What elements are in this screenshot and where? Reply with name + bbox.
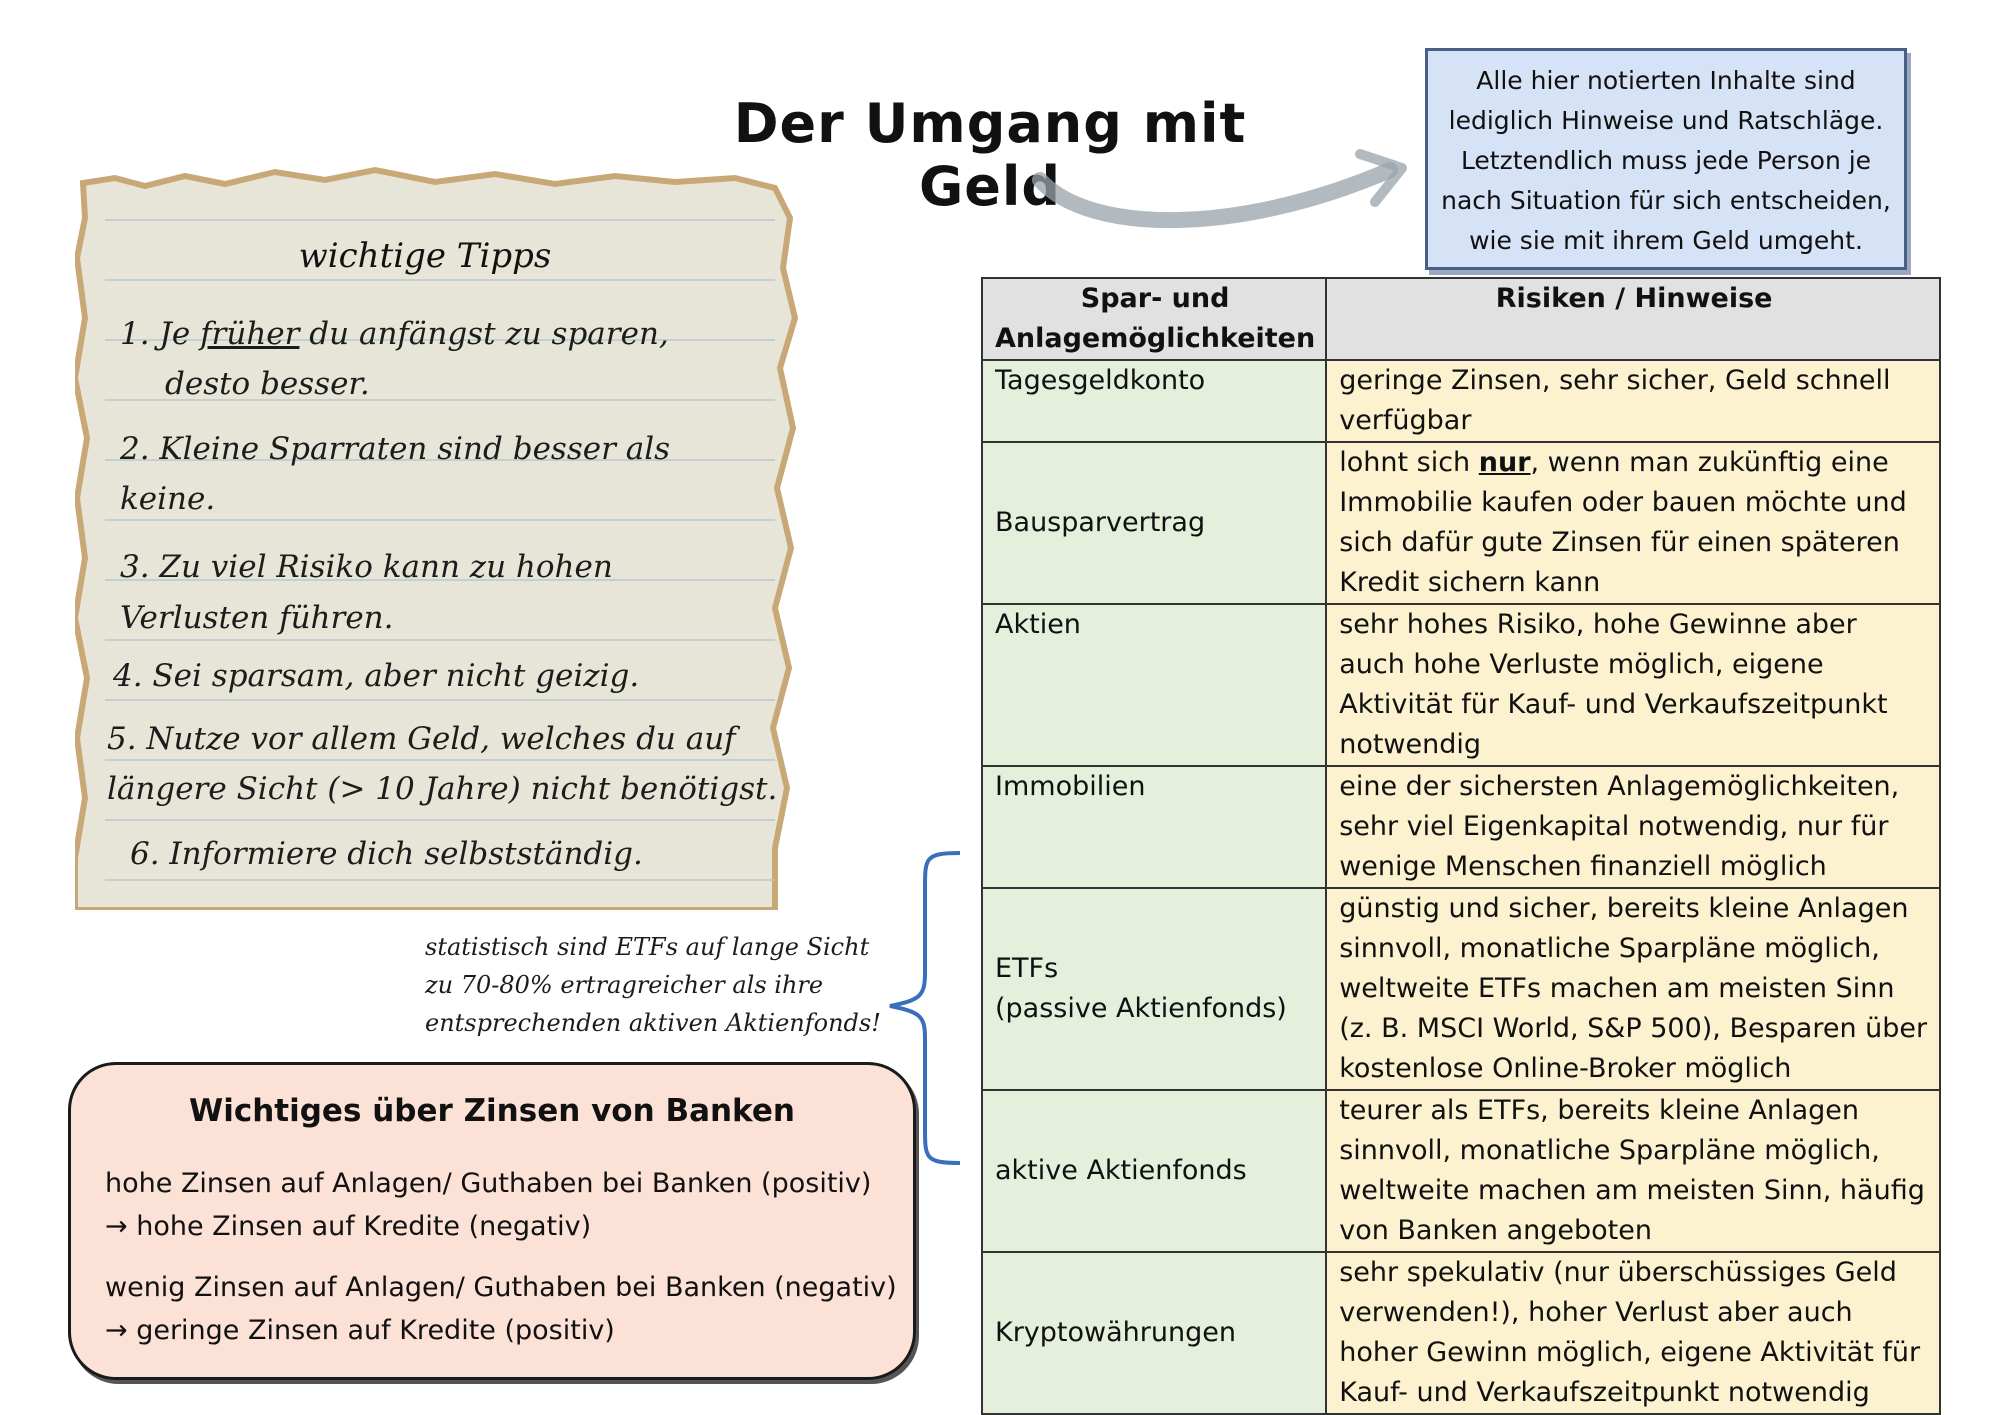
disclaimer-note	[1425, 48, 1907, 270]
tip-1-text: 1. Je	[120, 316, 201, 352]
option-risks: günstig und sicher, bereits kleine Anlagen sinnvoll, monatliche Sparpläne möglich, weltweite ETFs machen am meisten Sinn (z. B. MSCI World, S&P 500), Besparen über kostenlose Online-Broker möglich	[1326, 888, 1940, 1090]
table-row	[982, 442, 1940, 604]
option-risks: sehr spekulativ (nur überschüssiges Geld verwenden!), hoher Verlust aber auch hoher Gewinn möglich, eigene Aktivität für Kauf- und Verkaufszeitpunkt notwendig	[1326, 1252, 1940, 1414]
tip-4: 4. Sei sparsam, aber nicht geizig.	[113, 658, 640, 694]
table-header-options: Spar- und Anlagemöglichkeiten	[982, 278, 1326, 360]
tip-1-text-rest: du anfängst zu sparen,	[299, 316, 669, 352]
note-line: Alle hier notierten Inhalte sind	[1476, 66, 1856, 95]
option-risks: geringe Zinsen, sehr sicher, Geld schnell verfügbar	[1326, 360, 1940, 442]
interest-info-box	[68, 1062, 916, 1380]
etf-handwritten-note	[425, 928, 895, 1042]
investment-table	[981, 277, 1941, 1415]
etf-note-line: entsprechenden aktiven Aktienfonds!	[425, 1009, 881, 1037]
table-row	[982, 888, 1940, 1090]
table-row	[982, 766, 1940, 888]
option-name: aktive Aktienfonds	[982, 1090, 1326, 1252]
interest-line: → hohe Zinsen auf Kredite (negativ)	[105, 1211, 592, 1242]
risk-emphasis: nur	[1478, 447, 1531, 478]
tip-2: 2. Kleine Sparraten sind besser als	[120, 431, 671, 467]
interest-line: wenig Zinsen auf Anlagen/ Guthaben bei Banken (negativ)	[105, 1272, 897, 1303]
tip-2-line2: keine.	[120, 481, 216, 517]
option-name: Bausparvertrag	[982, 442, 1326, 604]
risk-text-rest: , wenn man zukünftig eine Immobilie kaufen oder bauen möchte und sich dafür gute Zinsen für einen späteren Kredit sichern kann	[1339, 447, 1907, 598]
tips-title: wichtige Tipps	[298, 236, 552, 276]
etf-note-line: zu 70-80% ertragreicher als ihre	[425, 971, 824, 999]
option-risks: sehr hohes Risiko, hohe Gewinne aber auch hohe Verluste möglich, eigene Aktivität für Kauf- und Verkaufszeitpunkt notwendig	[1326, 604, 1940, 766]
tip-3: 3. Zu viel Risiko kann zu hohen	[120, 549, 613, 585]
note-line: wie sie mit ihrem Geld umgeht.	[1469, 226, 1863, 255]
tip-5-line2: längere Sicht (> 10 Jahre) nicht benötigst.	[107, 771, 778, 807]
tip-1-line2: desto besser.	[165, 366, 370, 402]
option-name: Aktien	[982, 604, 1326, 766]
table-row	[982, 1090, 1940, 1252]
table-header-row	[982, 278, 1940, 360]
option-name: Tagesgeldkonto	[982, 360, 1326, 442]
tip-6: 6. Informiere dich selbstständig.	[130, 836, 643, 872]
tip-3-line2: Verlusten führen.	[120, 600, 394, 636]
risk-text: lohnt sich	[1339, 447, 1479, 478]
option-risks	[1326, 442, 1940, 604]
interest-line: hohe Zinsen auf Anlagen/ Guthaben bei Banken (positiv)	[105, 1168, 872, 1199]
option-name: Immobilien	[982, 766, 1326, 888]
tip-5: 5. Nutze vor allem Geld, welches du auf	[107, 721, 736, 757]
curved-arrow-icon	[1030, 140, 1430, 250]
interest-line: → geringe Zinsen auf Kredite (positiv)	[105, 1315, 615, 1346]
table-row	[982, 1252, 1940, 1414]
note-line: lediglich Hinweise und Ratschläge.	[1448, 106, 1884, 135]
tip-1	[120, 308, 669, 360]
tip-1-emphasis: früher	[200, 316, 300, 352]
table-row	[982, 604, 1940, 766]
page-title: Der Umgang mit Geld	[733, 92, 1247, 218]
option-risks: teurer als ETFs, bereits kleine Anlagen sinnvoll, monatliche Sparpläne möglich, weltweite machen am meisten Sinn, häufig von Banken angeboten	[1326, 1090, 1940, 1252]
option-name: ETFs	[995, 953, 1059, 984]
table-header-risks: Risiken / Hinweise	[1326, 278, 1940, 360]
table-row	[982, 360, 1940, 442]
note-line: Letztendlich muss jede Person je	[1460, 146, 1872, 175]
option-name-cell	[982, 888, 1326, 1090]
option-risks: eine der sichersten Anlagemöglichkeiten, sehr viel Eigenkapital notwendig, nur für wenige Menschen finanziell möglich	[1326, 766, 1940, 888]
note-line: nach Situation für sich entscheiden,	[1441, 186, 1891, 215]
etf-note-line: statistisch sind ETFs auf lange Sicht	[425, 933, 870, 961]
option-name: Kryptowährungen	[982, 1252, 1326, 1414]
interest-box-title: Wichtiges über Zinsen von Banken	[189, 1093, 795, 1129]
tips-paper	[75, 158, 855, 910]
option-subname: (passive Aktienfonds)	[995, 993, 1287, 1024]
